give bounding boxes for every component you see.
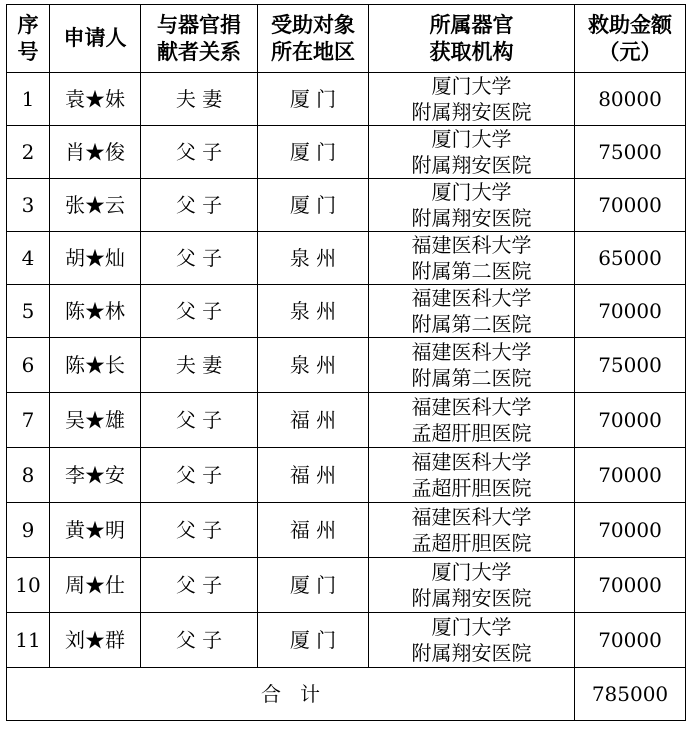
amount-cell: 70000 xyxy=(575,448,686,503)
table-row xyxy=(7,613,686,668)
institution-cell xyxy=(369,126,575,179)
institution-cell xyxy=(369,338,575,393)
region-cell: 福 州 xyxy=(258,393,369,448)
amount-cell: 70000 xyxy=(575,393,686,448)
institution-line: 厦门大学 xyxy=(431,127,512,151)
table-row xyxy=(7,73,686,126)
header-institution: 所属器官 获取机构 xyxy=(369,5,575,73)
amount-cell: 80000 xyxy=(575,73,686,126)
seq-cell: 1 xyxy=(7,73,50,126)
institution-cell xyxy=(369,613,575,668)
institution-cell xyxy=(369,558,575,613)
institution-line: 福建医科大学 xyxy=(411,340,532,364)
table-row xyxy=(7,503,686,558)
header-row xyxy=(7,5,686,73)
applicant-cell: 李★安 xyxy=(50,448,141,503)
table-row xyxy=(7,126,686,179)
institution-cell xyxy=(369,393,575,448)
institution-line: 孟超肝胆医院 xyxy=(411,476,532,500)
relation-cell: 父 子 xyxy=(141,126,258,179)
header-applicant: 申请人 xyxy=(50,5,141,73)
institution-cell xyxy=(369,73,575,126)
institution-line: 附属翔安医院 xyxy=(411,586,532,610)
seq-cell: 8 xyxy=(7,448,50,503)
institution-line: 厦门大学 xyxy=(431,560,512,584)
table-body xyxy=(7,73,686,668)
institution-line: 附属翔安医院 xyxy=(411,153,532,177)
region-cell: 厦 门 xyxy=(258,558,369,613)
relation-cell: 父 子 xyxy=(141,448,258,503)
institution-cell xyxy=(369,448,575,503)
applicant-cell: 刘★群 xyxy=(50,613,141,668)
institution-line: 附属第二医院 xyxy=(411,259,532,283)
seq-cell: 10 xyxy=(7,558,50,613)
amount-cell: 65000 xyxy=(575,232,686,285)
institution-line: 厦门大学 xyxy=(431,615,512,639)
region-cell: 厦 门 xyxy=(258,613,369,668)
institution-line: 福建医科大学 xyxy=(411,505,532,529)
institution-line: 附属翔安医院 xyxy=(411,100,532,124)
region-cell: 厦 门 xyxy=(258,73,369,126)
institution-cell xyxy=(369,179,575,232)
institution-line: 厦门大学 xyxy=(431,74,512,98)
institution-line: 附属翔安医院 xyxy=(411,206,532,230)
amount-cell: 70000 xyxy=(575,179,686,232)
region-cell: 泉 州 xyxy=(258,338,369,393)
region-cell: 福 州 xyxy=(258,448,369,503)
institution-line: 福建医科大学 xyxy=(411,233,532,257)
table-row xyxy=(7,179,686,232)
region-cell: 泉 州 xyxy=(258,232,369,285)
total-label: 合 计 xyxy=(7,668,575,721)
seq-cell: 5 xyxy=(7,285,50,338)
relation-cell: 父 子 xyxy=(141,558,258,613)
amount-cell: 70000 xyxy=(575,285,686,338)
institution-line: 孟超肝胆医院 xyxy=(411,531,532,555)
table-row xyxy=(7,285,686,338)
table-row xyxy=(7,393,686,448)
institution-line: 孟超肝胆医院 xyxy=(411,421,532,445)
seq-cell: 2 xyxy=(7,126,50,179)
institution-line: 附属翔安医院 xyxy=(411,641,532,665)
table-row xyxy=(7,448,686,503)
seq-cell: 3 xyxy=(7,179,50,232)
applicant-cell: 肖★俊 xyxy=(50,126,141,179)
seq-cell: 4 xyxy=(7,232,50,285)
relation-cell: 父 子 xyxy=(141,613,258,668)
amount-cell: 70000 xyxy=(575,613,686,668)
institution-cell xyxy=(369,232,575,285)
applicant-cell: 黄★明 xyxy=(50,503,141,558)
table-row xyxy=(7,232,686,285)
region-cell: 厦 门 xyxy=(258,179,369,232)
total-amount: 785000 xyxy=(575,668,686,721)
relation-cell: 夫 妻 xyxy=(141,338,258,393)
applicant-cell: 吴★雄 xyxy=(50,393,141,448)
header-amount: 救助金额 （元） xyxy=(575,5,686,73)
institution-line: 福建医科大学 xyxy=(411,395,532,419)
amount-cell: 75000 xyxy=(575,126,686,179)
header-seq: 序 号 xyxy=(7,5,50,73)
applicant-cell: 周★仕 xyxy=(50,558,141,613)
relation-cell: 父 子 xyxy=(141,285,258,338)
seq-cell: 9 xyxy=(7,503,50,558)
institution-line: 附属第二医院 xyxy=(411,312,532,336)
amount-cell: 70000 xyxy=(575,558,686,613)
institution-line: 福建医科大学 xyxy=(411,450,532,474)
assistance-table xyxy=(6,4,686,721)
seq-cell: 6 xyxy=(7,338,50,393)
relation-cell: 父 子 xyxy=(141,393,258,448)
table-row xyxy=(7,558,686,613)
applicant-cell: 陈★长 xyxy=(50,338,141,393)
institution-cell xyxy=(369,285,575,338)
institution-line: 附属第二医院 xyxy=(411,366,532,390)
institution-line: 福建医科大学 xyxy=(411,286,532,310)
relation-cell: 父 子 xyxy=(141,232,258,285)
header-region: 受助对象 所在地区 xyxy=(258,5,369,73)
region-cell: 厦 门 xyxy=(258,126,369,179)
seq-cell: 11 xyxy=(7,613,50,668)
header-relation: 与器官捐 献者关系 xyxy=(141,5,258,73)
table-row xyxy=(7,338,686,393)
institution-cell xyxy=(369,503,575,558)
applicant-cell: 张★云 xyxy=(50,179,141,232)
total-row xyxy=(7,668,686,721)
seq-cell: 7 xyxy=(7,393,50,448)
applicant-cell: 胡★灿 xyxy=(50,232,141,285)
amount-cell: 75000 xyxy=(575,338,686,393)
applicant-cell: 陈★林 xyxy=(50,285,141,338)
relation-cell: 父 子 xyxy=(141,503,258,558)
relation-cell: 夫 妻 xyxy=(141,73,258,126)
region-cell: 泉 州 xyxy=(258,285,369,338)
relation-cell: 父 子 xyxy=(141,179,258,232)
applicant-cell: 袁★妹 xyxy=(50,73,141,126)
amount-cell: 70000 xyxy=(575,503,686,558)
region-cell: 福 州 xyxy=(258,503,369,558)
institution-line: 厦门大学 xyxy=(431,180,512,204)
